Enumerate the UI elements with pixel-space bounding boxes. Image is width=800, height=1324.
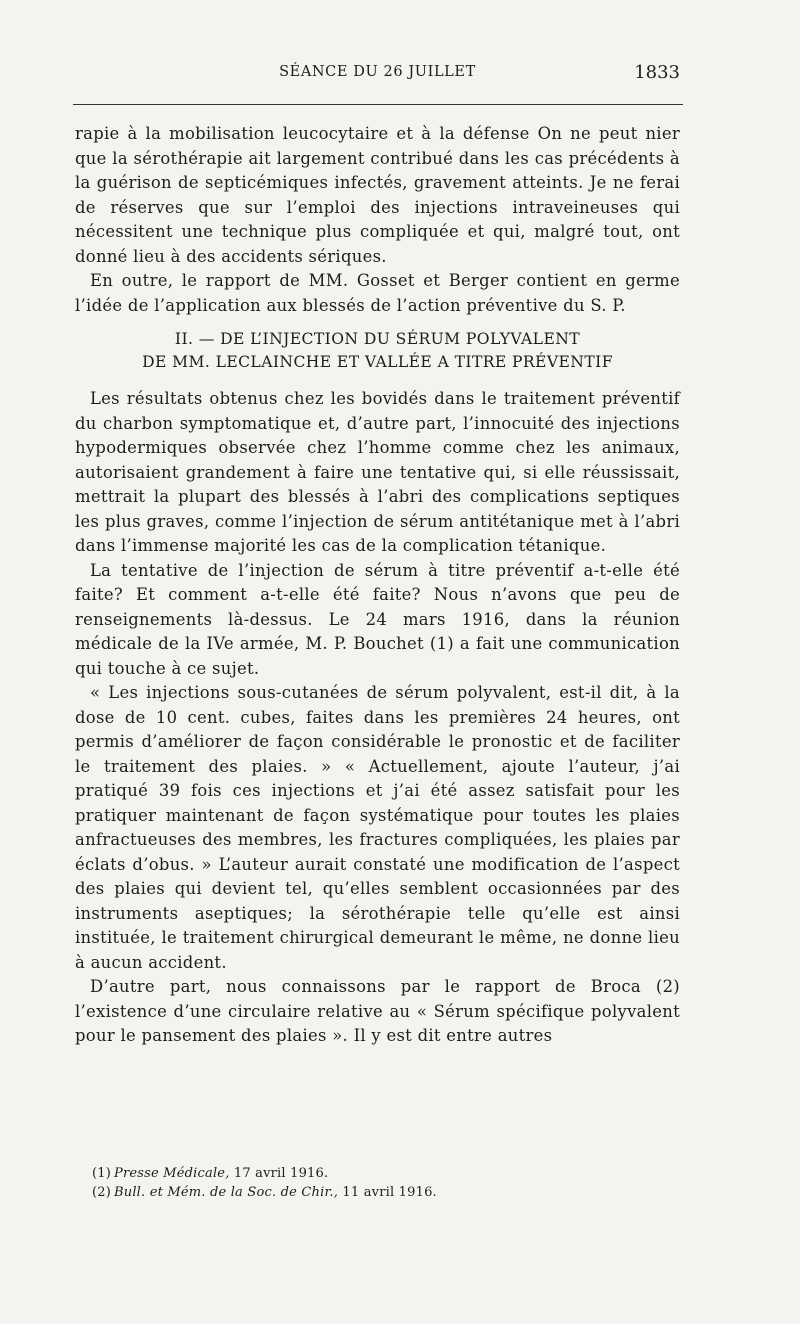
footnote-date: 11 avril 1916.	[338, 1185, 437, 1200]
footnote-source: Presse Médicale,	[114, 1166, 230, 1181]
footnote-marker: (2)	[92, 1185, 112, 1200]
paragraph: Les résultats obtenus chez les bovidés dans le traitement préventif du charbon symptomatique et, d’autre part, l’innocuité des injections hypodermiques observée chez l’homme comme chez les animaux, autorisaient grandement à faire une tentative qui, si elle réussissait, mettrait la plupart des blessés à l’abri des complications septiques les plus graves, comme l’injection de sérum antitétanique met à l’abri dans l’immense majorité les cas de la complication tétanique.	[75, 389, 680, 555]
section-title-line-2: DE MM. LECLAINCHE ET VALLÉE A TITRE PRÉVENTIF	[142, 353, 613, 371]
paragraph: La tentative de l’injection de sérum à titre préventif a-t-elle été faite? Et comment a-t-elle été faite? Nous n’avons que peu de renseignements là-dessus. Le 24 mars 1916, dans la réunion médicale de la IVe armée, M. P. Bouchet (1) a fait une communication qui touche à ce sujet.	[75, 560, 680, 678]
paragraph: rapie à la mobilisation leucocytaire et à la défense On ne peut nier que la sérothérapie ait largement contribué dans les cas précédents à la guérison de septicémiques infectés, gravement atteints. Je ne ferai de réserves que sur l’emploi des injections intraveineuses qui nécessitent une technique plus compliquée et qui, malgré tout, ont donné lieu à des accidents sériques.	[75, 124, 680, 266]
paragraph: « Les injections sous-cutanées de sérum polyvalent, est-il dit, à la dose de 10 cent. cubes, faites dans les premières 24 heures, ont permis d’améliorer de façon considérable le pronostic et de faciliter le traitement des plaies. » « Actuellement, ajoute l’auteur, j’ai pratiqué 39 fois ces injections et j’ai été assez satisfait pour les pratiquer maintenant de façon systématique pour toutes les plaies anfractueuses des membres, les fractures compliquées, les plaies par éclats d’obus. » L’auteur aurait constaté une modification de l’aspect des plaies qui devient tel, qu’elles semblent occasionnées par des instruments aseptiques; la sérothérapie telle qu’elle est ainsi instituée, le traitement chirurgical demeurant le même, ne donne lieu à aucun accident.	[75, 683, 680, 972]
footnote	[92, 1164, 680, 1183]
page-header	[75, 62, 680, 86]
paragraph: D’autre part, nous connaissons par le rapport de Broca (2) l’existence d’une circulaire relative au « Sérum spécifique polyvalent pour le pansement des plaies ». Il y est dit entre autres	[75, 977, 680, 1045]
footnote-date: 17 avril 1916.	[229, 1166, 329, 1181]
footnote-marker: (1)	[92, 1166, 112, 1181]
footnotes	[92, 1164, 680, 1202]
body-text	[75, 122, 680, 1049]
running-title: SÉANCE DU 26 JUILLET	[279, 64, 476, 80]
footnote-source: Bull. et Mém. de la Soc. de Chir.,	[114, 1185, 339, 1200]
page-number: 1833	[634, 62, 680, 83]
header-rule	[73, 104, 683, 105]
section-title	[75, 328, 680, 374]
document-page	[75, 0, 680, 1324]
section-title-line-1: II. — DE L’INJECTION DU SÉRUM POLYVALENT	[174, 330, 581, 348]
paragraph: En outre, le rapport de MM. Gosset et Berger contient en germe l’idée de l’application aux blessés de l’action préventive du S. P.	[75, 271, 680, 315]
footnote	[92, 1183, 680, 1202]
